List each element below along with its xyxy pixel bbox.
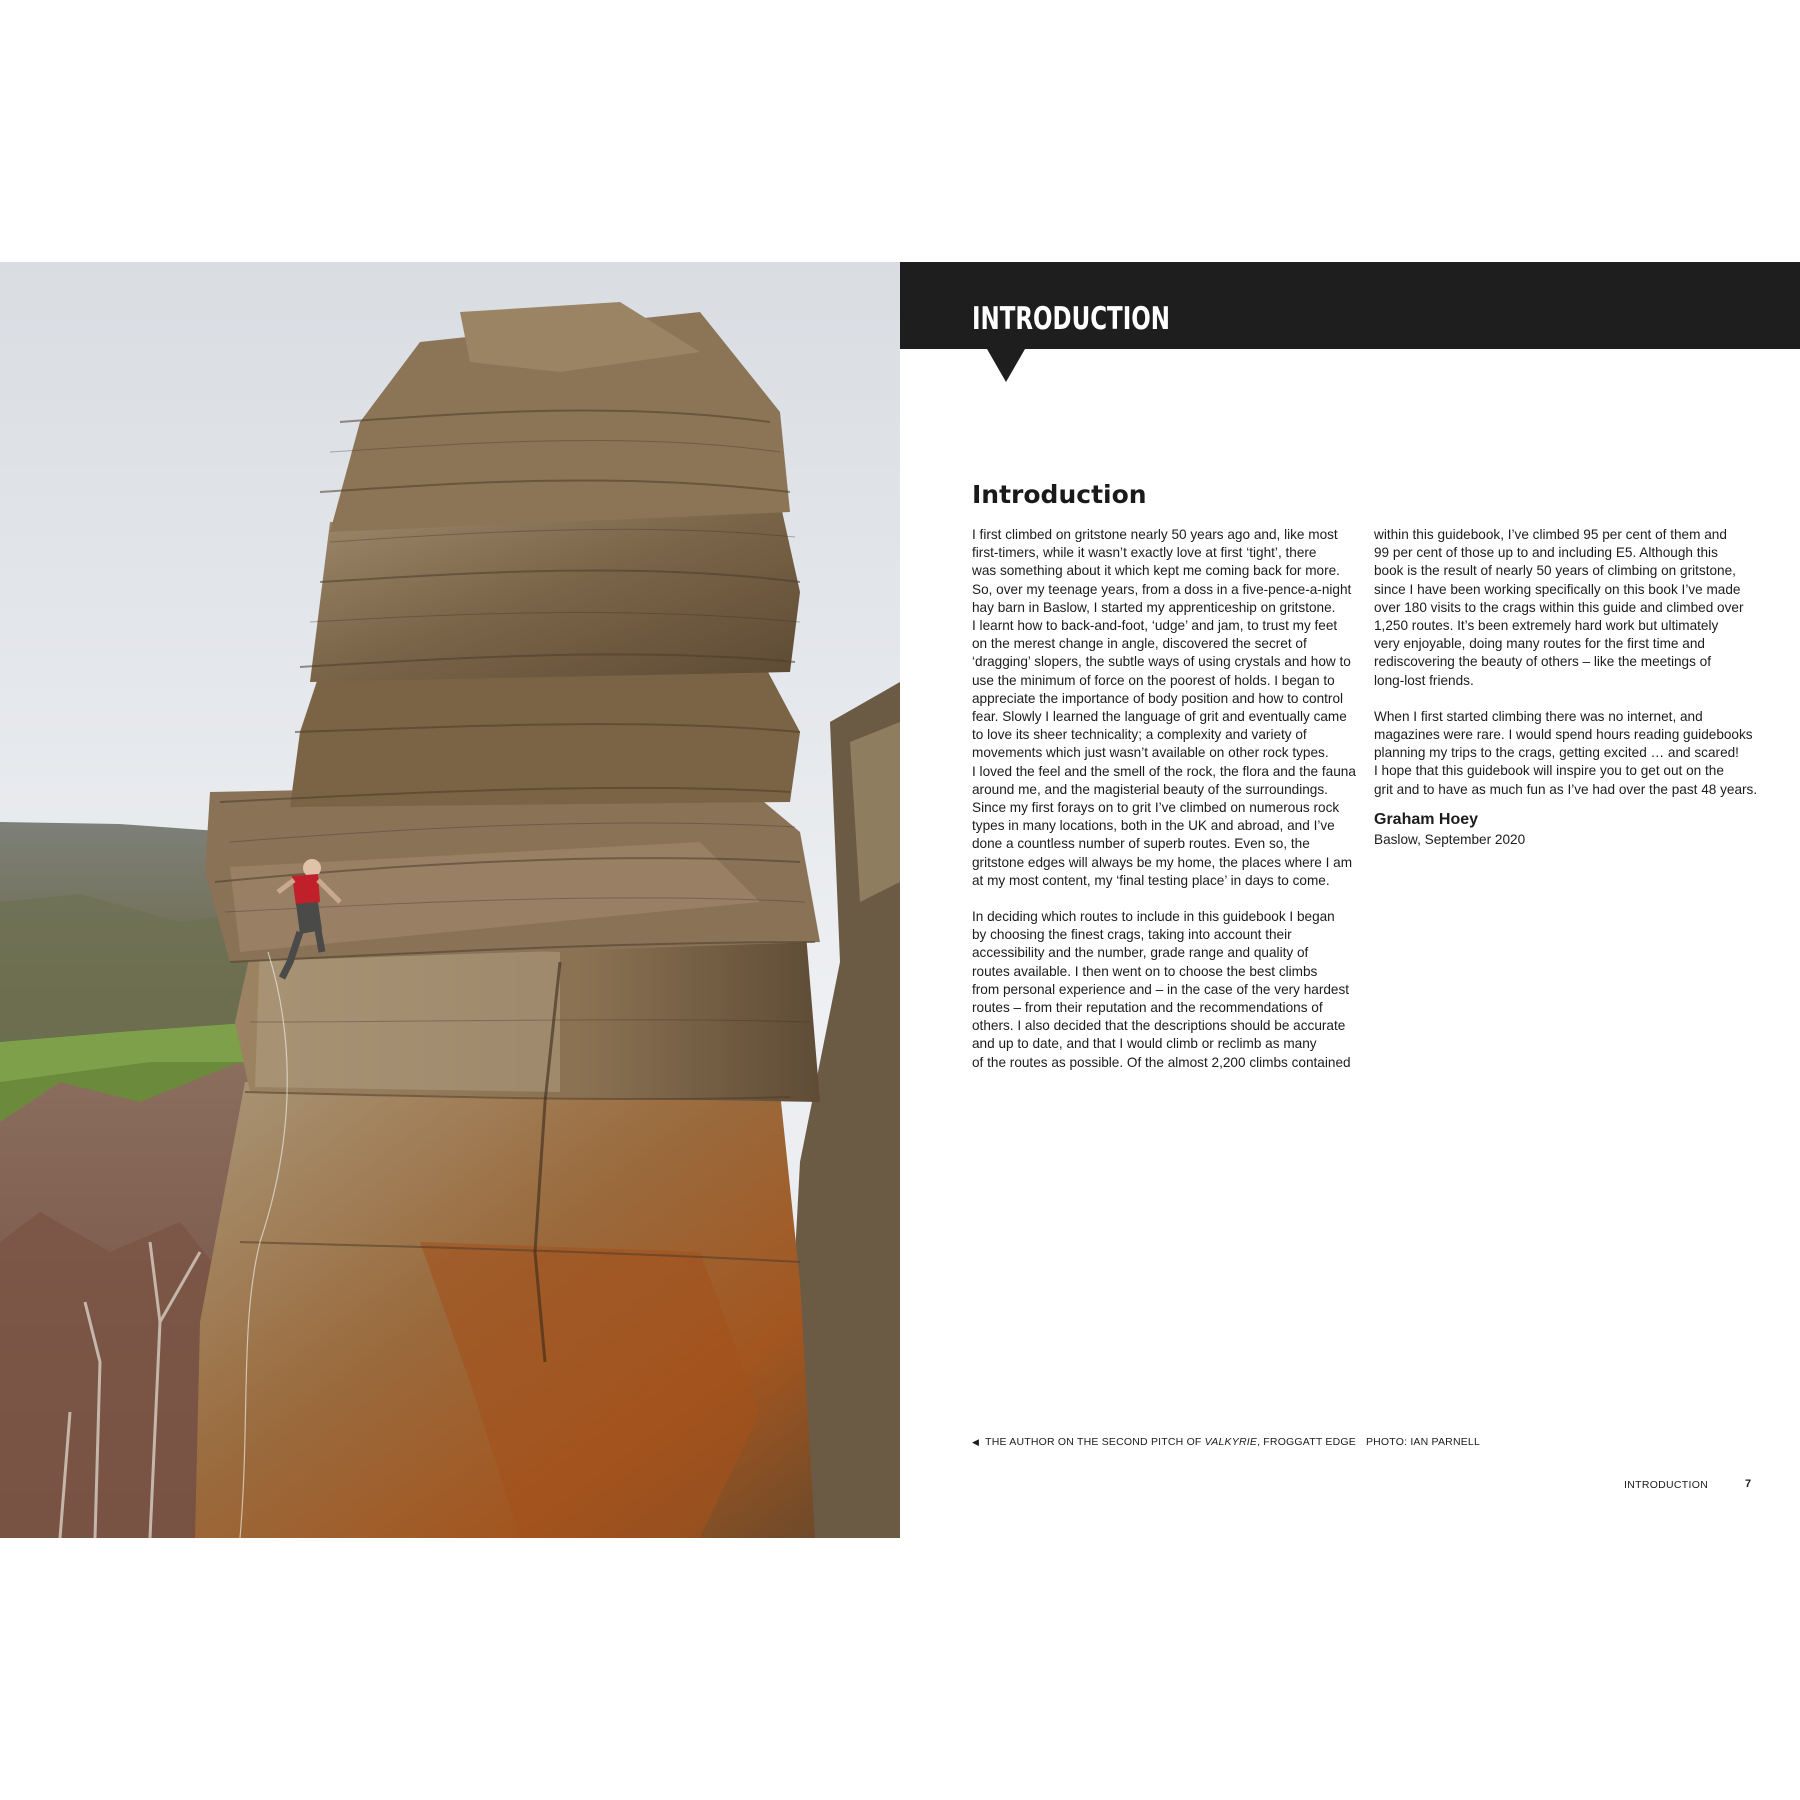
photo-caption — [972, 1436, 1480, 1448]
caption-prefix: THE AUTHOR ON THE SECOND PITCH OF — [985, 1436, 1205, 1448]
text-line: first-timers, while it wasn’t exactly love at first ‘tight’, there — [972, 545, 1317, 561]
section-title: INTRODUCTION — [972, 301, 1170, 337]
text-line: grit and to have as much fun as I’ve had over the past 48 years. — [1374, 781, 1758, 797]
climbing-photo — [0, 262, 900, 1538]
author-place-date: Baslow, September 2020 — [1374, 831, 1526, 847]
text-line: done a countless number of superb routes. Even so, the — [972, 836, 1310, 852]
text-column-right — [1374, 526, 1764, 849]
text-line: within this guidebook, I’ve climbed 95 per cent of them and — [1374, 527, 1727, 542]
text-line: planning my trips to the crags, getting excited … and scared! — [1374, 745, 1739, 761]
text-line: rediscovering the beauty of others – like the meetings of — [1374, 654, 1712, 670]
caption-arrow-left-icon: ◀ — [972, 1437, 980, 1447]
text-line: I first climbed on gritstone nearly 50 years ago and, like most — [972, 527, 1338, 542]
gritstone-tower-illustration — [0, 262, 900, 1538]
paragraph-gap — [972, 890, 1362, 908]
text-line: and up to date, and that I would climb or reclimb as many — [972, 1036, 1317, 1052]
text-line: of the routes as possible. Of the almost 2,200 climbs contained — [972, 1054, 1351, 1070]
text-line: over 180 visits to the crags within this guide and climbed over — [1374, 599, 1744, 615]
section-header-bar — [900, 262, 1800, 349]
text-line: book is the result of nearly 50 years of climbing on gritstone, — [1374, 563, 1736, 579]
text-line: on the merest change in angle, discovered the secret of — [972, 636, 1307, 652]
text-line: In deciding which routes to include in this guidebook I began — [972, 909, 1335, 925]
text-line: at my most content, my ‘final testing place’ in days to come. — [972, 872, 1330, 888]
author-name: Graham Hoey — [1374, 810, 1479, 828]
text-line: routes – from their reputation and the recommendations of — [972, 1000, 1323, 1016]
text-line: use the minimum of force on the poorest of holds. I began to — [972, 672, 1335, 688]
paragraph-2 — [972, 908, 1362, 1072]
text-line: accessibility and the number, grade range and quality of — [972, 945, 1309, 961]
text-line: fear. Slowly I learned the language of grit and eventually came — [972, 709, 1347, 725]
text-line: appreciate the importance of body position and how to control — [972, 690, 1344, 706]
text-line: I learnt how to back-and-foot, ‘udge’ and jam, to trust my feet — [972, 618, 1338, 634]
text-line: around me, and the magisterial beauty of the surroundings. — [972, 781, 1328, 797]
text-line: hay barn in Baslow, I started my apprenticeship on gritstone. — [972, 599, 1336, 615]
text-line: gritstone edges will always be my home, the places where I am — [972, 854, 1353, 870]
paragraph-gap — [1374, 690, 1764, 708]
text-line: Since my first forays on to grit I’ve climbed on numerous rock — [972, 800, 1340, 816]
paragraph-3 — [1374, 526, 1764, 690]
text-line: others. I also decided that the descriptions should be accurate — [972, 1018, 1346, 1034]
text-line: was something about it which kept me coming back for more. — [972, 563, 1340, 579]
text-line: 1,250 routes. It’s been extremely hard work but ultimately — [1374, 618, 1719, 634]
text-line: long-lost friends. — [1374, 672, 1474, 688]
text-line: ‘dragging’ slopers, the subtle ways of using crystals and how to — [972, 654, 1351, 670]
text-line: magazines were rare. I would spend hours reading guidebooks — [1374, 727, 1753, 743]
photo-credit: PHOTO: IAN PARNELL — [1365, 1436, 1481, 1448]
text-line: since I have been working specifically on this book I’ve made — [1374, 581, 1741, 597]
text-line: So, over my teenage years, from a doss in a five-pence-a-night — [972, 581, 1352, 597]
caption-route-name: VALKYRIE — [1204, 1436, 1258, 1448]
caption-suffix: , FROGGATT EDGE — [1257, 1436, 1356, 1448]
text-line: from personal experience and – in the case of the very hardest — [972, 981, 1350, 997]
text-line: movements which just wasn’t available on other rock types. — [972, 745, 1329, 761]
text-line: routes available. I then went on to choose the best climbs — [972, 963, 1318, 979]
running-footer-section: INTRODUCTION — [1624, 1479, 1709, 1491]
text-column-left — [972, 526, 1362, 1072]
paragraph-4 — [1374, 708, 1764, 799]
text-line: very enjoyable, doing many routes for the first time and — [1374, 636, 1705, 652]
text-line: types in many locations, both in the UK and abroad, and I’ve — [972, 818, 1335, 834]
page-number: 7 — [1745, 1478, 1752, 1490]
text-line: by choosing the finest crags, taking into account their — [972, 927, 1292, 943]
paragraph-1 — [972, 526, 1362, 890]
text-line: I loved the feel and the smell of the rock, the flora and the fauna — [972, 763, 1356, 779]
text-line: 99 per cent of those up to and including E5. Although this — [1374, 545, 1718, 561]
text-line: I hope that this guidebook will inspire you to get out on the — [1374, 763, 1724, 779]
header-pointer-triangle — [987, 349, 1025, 382]
article-heading: Introduction — [972, 480, 1147, 509]
text-line: to love its sheer technicality; a complexity and variety of — [972, 727, 1307, 743]
text-line: When I first started climbing there was no internet, and — [1374, 708, 1703, 724]
